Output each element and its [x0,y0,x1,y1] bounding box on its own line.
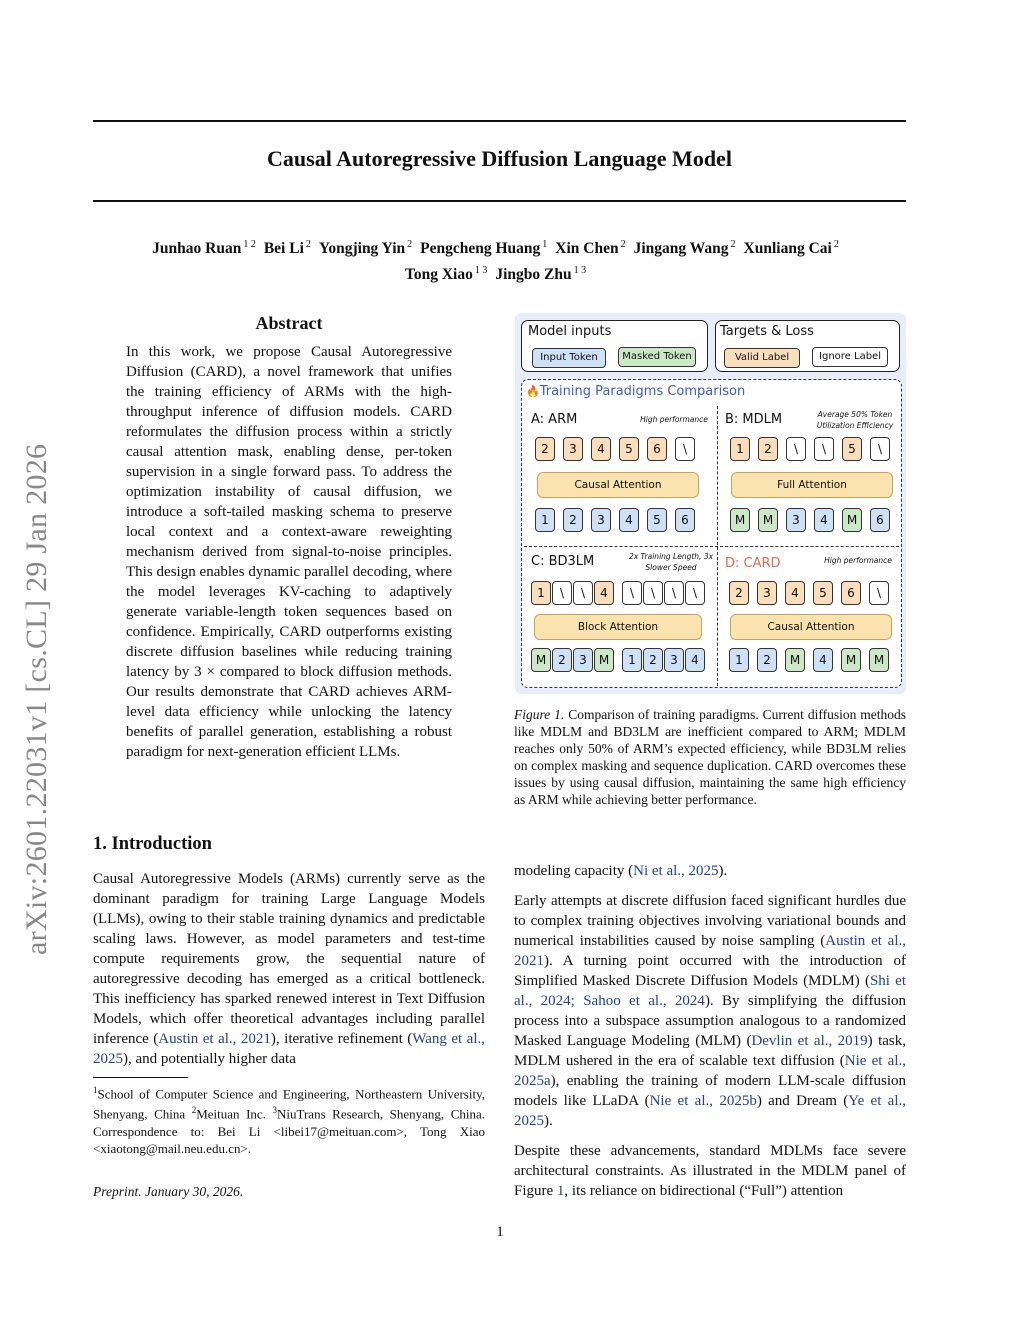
bd3lm-target-token: \ [552,581,572,605]
card-input-token: 1 [729,648,749,672]
section-heading-introduction: 1. Introduction [93,834,212,854]
bd3lm-target-token: \ [643,581,663,605]
arm-input-token: 4 [619,508,639,532]
author-affiliation: 2 [620,239,626,250]
figure-1 [515,313,906,694]
page-number: 1 [496,1224,504,1240]
citation-link[interactable]: Nie et al., 2025b [649,1093,757,1109]
card-target-token: \ [869,581,889,605]
card-title: D: CARD [725,556,781,571]
intro-right-column [514,861,906,1211]
author-affiliation: 2 [305,239,311,250]
mdlm-target-token: 1 [730,437,750,461]
bd3lm-target-token: \ [622,581,642,605]
bd3lm-target-token: 4 [594,581,614,605]
author-affiliation: 2 [407,239,413,250]
card-input-token: M [785,648,805,672]
figure-reference-link[interactable]: 1 [556,1183,565,1199]
card-target-token: 3 [757,581,777,605]
intro-left-column [93,869,485,1079]
abstract-text: In this work, we propose Causal Autoregressive Diffusion (CARD), a novel framework that unifies the training efficiency of ARMs with the high-throughput inference of diffusion models. CARD reformulates the diffusion process within a strictly causal attention mask, enabling dense, per-token supervision in a single forward pass. To address the optimization instability of causal diffusion, we introduce a soft-tailed masking schema to preserve local context and a context-aware reweighting mechanism derived from signal-to-noise principles. This design enables dynamic parallel decoding, where the model leverages KV-caching to adaptively generate variable-length token sequences based on confidence. Empirically, CARD outperforms existing discrete diffusion baselines while reducing training latency by 3 × compared to block diffusion methods. Our results demonstrate that CARD achieves ARM-level data efficiency while unlocking the latency benefits of parallel generation, establishing a robust paradigm for next-generation efficient LLMs. [126,344,452,760]
intro-paragraph-3: Despite these advancements, standard MDLMs face severe architectural constraints. As illustrated in the MDLM panel of Figure 1, its reliance on bidirectional (“Full”) attention [514,1143,906,1199]
ignore-label-chip: Ignore Label [812,347,888,367]
arm-input-token: 2 [563,508,583,532]
mdlm-target-token: \ [786,437,806,461]
mdlm-target-token: 5 [842,437,862,461]
author-name: Xin Chen [555,240,619,258]
footnote-rule [93,1077,188,1078]
affiliations-footnote: $^1$School of Computer Science and Engineering, Northeastern University, Shenyang, China $^2$Meituan Inc. $^3$NiuTrans Research, Shenyang, China. Correspondence to: Bei Li <libei17@meituan.com>, Tong Xiao <xiaotong@mail.neu.edu.cn>. [93,1085,486,1156]
author-list [93,234,906,286]
arm-attention-bar: Causal Attention [537,472,699,498]
mdlm-input-token: 4 [814,508,834,532]
citation-link[interactable]: Austin et al., 2021 [514,933,906,969]
card-input-token: 2 [757,648,777,672]
card-target-token: 2 [729,581,749,605]
abstract-heading: Abstract [255,313,323,333]
arm-input-token: 1 [535,508,555,532]
author-affiliation: 1 3 [573,265,587,277]
model-inputs-title: Model inputs [528,324,612,339]
bd3lm-input-token: 2 [552,648,572,672]
card-input-token: M [841,648,861,672]
author-name: Bei Li [263,240,304,258]
arm-target-token: \ [675,437,695,461]
paper-title: Causal Autoregressive Diffusion Language Model [267,146,732,171]
mdlm-input-token: 3 [786,508,806,532]
arm-input-token: 5 [647,508,667,532]
card-attention-bar: Causal Attention [730,614,892,640]
mdlm-input-token: M [842,508,862,532]
author-name: Jingang Wang [633,240,729,258]
author-line-2 [93,260,906,286]
author-name: Xunliang Cai [743,240,832,258]
fire-icon: 🔥 [526,385,540,398]
bd3lm-input-token: 3 [573,648,593,672]
mdlm-target-token: \ [870,437,890,461]
author-name: Yongjing Yin [318,240,406,258]
masked-token-chip: Masked Token [618,347,696,367]
arm-target-token: 4 [591,437,611,461]
citation-link[interactable]: Wang et al., 2025 [93,1031,485,1067]
author-affiliation: 1 [542,239,548,250]
bd3lm-input-token: M [594,648,614,672]
author-affiliation: 2 [833,239,839,250]
mdlm-input-token: M [730,508,750,532]
citation-link[interactable]: Austin et al., 2021 [158,1031,271,1047]
bd3lm-target-token: \ [664,581,684,605]
arm-note: High performance [640,415,708,424]
arm-input-token: 6 [675,508,695,532]
mdlm-input-token: 6 [870,508,890,532]
author-name: Tong Xiao [404,266,473,284]
bd3lm-note: 2x Training Length, 3x Slower Speed [628,552,714,572]
bd3lm-title: C: BD3LM [531,554,595,569]
title-bottom-rule [93,200,906,202]
input-token-chip: Input Token [532,348,606,368]
bd3lm-input-token: 4 [685,648,705,672]
citation-link[interactable]: Ni et al., 2025 [633,863,719,879]
card-target-token: 6 [841,581,861,605]
preprint-note: Preprint. January 30, 2026. [93,1184,244,1199]
card-target-token: 4 [785,581,805,605]
model-inputs-legend [521,320,708,372]
author-name: Pengcheng Huang [420,240,541,258]
author-affiliation: 1 3 [474,265,488,277]
arm-target-token: 3 [563,437,583,461]
arm-target-token: 2 [535,437,555,461]
horizontal-divider [524,546,899,547]
arm-target-token: 6 [647,437,667,461]
citation-link[interactable]: Nie et al., 2025a [514,1053,906,1089]
card-input-token: M [869,648,889,672]
targets-loss-title: Targets & Loss [720,324,814,339]
author-affiliation: 2 [730,239,736,250]
arm-input-token: 3 [591,508,611,532]
card-input-token: 4 [813,648,833,672]
arm-title: A: ARM [531,412,578,427]
mdlm-target-token: 2 [758,437,778,461]
author-affiliation: 1 2 [243,239,256,250]
intro-paragraph-1-continued: modeling capacity (Ni et al., 2025). [514,863,728,879]
author-name: Junhao Ruan [152,240,242,258]
intro-paragraph-2: Early attempts at discrete diffusion faced significant hurdles due to complex training objectives involving variational bounds and numerical instabilities caused by noise sampling (Austin et al., 2021). A turning point occurred with the introduction of Simplified Masked Discrete Diffusion Models (MDLM) (Shi et al., 2024; Sahoo et al., 2024). By simplifying the diffusion process into a subspace assumption analogous to a randomized Masked Language Modeling (MLM) (Devlin et al., 2019) task, MDLM ushered in the era of scalable text diffusion (Nie et al., 2025a), enabling the training of modern LLM-scale diffusion models like LLaDA (Nie et al., 2025b) and Dream (Ye et al., 2025). [514,893,906,1129]
citation-link[interactable]: Devlin et al., 2019 [751,1033,868,1049]
bd3lm-target-token: \ [685,581,705,605]
bd3lm-input-token: 1 [622,648,642,672]
bd3lm-input-token: 2 [643,648,663,672]
training-paradigms-panel [521,379,902,688]
card-note: High performance [824,556,892,565]
citation-link[interactable]: Shi et al., 2024; Sahoo et al., 2024 [514,973,906,1009]
intro-paragraph-1: Causal Autoregressive Models (ARMs) currently serve as the dominant paradigm for training Large Language Models (LLMs), owing to their stable training dynamics and predictable scaling laws. However, as model parameters and test-time compute requirements grow, the sequential nature of autoregressive decoding has emerged as a critical bottleneck. This inefficiency has sparked renewed interest in Text Diffusion Models, which offer theoretical advantages including parallel inference (Austin et al., 2021), iterative refinement (Wang et al., 2025), and potentially higher data [93,871,485,1067]
mdlm-input-token: M [758,508,778,532]
top-rule [93,120,906,122]
figure-1-caption: Figure 1. Comparison of training paradigms. Current diffusion methods like MDLM and BD3LM are inefficient compared to ARM; MDLM reaches only 50% of ARM’s expected efficiency, while BD3LM relies on complex masking and sequence duplication. CARD overcomes these issues by using causal diffusion, maintaining the same high efficiency as ARM while achieving better performance. [514,707,906,807]
bd3lm-attention-bar: Block Attention [534,614,702,640]
mdlm-title: B: MDLM [725,412,783,427]
valid-label-chip: Valid Label [724,348,800,368]
author-name: Jingbo Zhu [495,266,572,284]
bd3lm-target-token: \ [573,581,593,605]
bd3lm-input-token: 3 [664,648,684,672]
arxiv-stamp: arXiv:2601.22031v1 [cs.CL] 29 Jan 2026 [20,443,53,955]
comparison-title: 🔥Training Paradigms Comparison [526,384,746,399]
bd3lm-target-token: 1 [531,581,551,605]
bd3lm-input-token: M [531,648,551,672]
mdlm-note: Average 50% Token Utilization Efficiency [816,410,894,430]
targets-loss-legend [715,320,900,372]
arm-target-token: 5 [619,437,639,461]
author-line-1 [93,234,906,260]
citation-link[interactable]: Ye et al., 2025 [514,1093,906,1129]
card-target-token: 5 [813,581,833,605]
mdlm-attention-bar: Full Attention [731,472,893,498]
mdlm-target-token: \ [814,437,834,461]
